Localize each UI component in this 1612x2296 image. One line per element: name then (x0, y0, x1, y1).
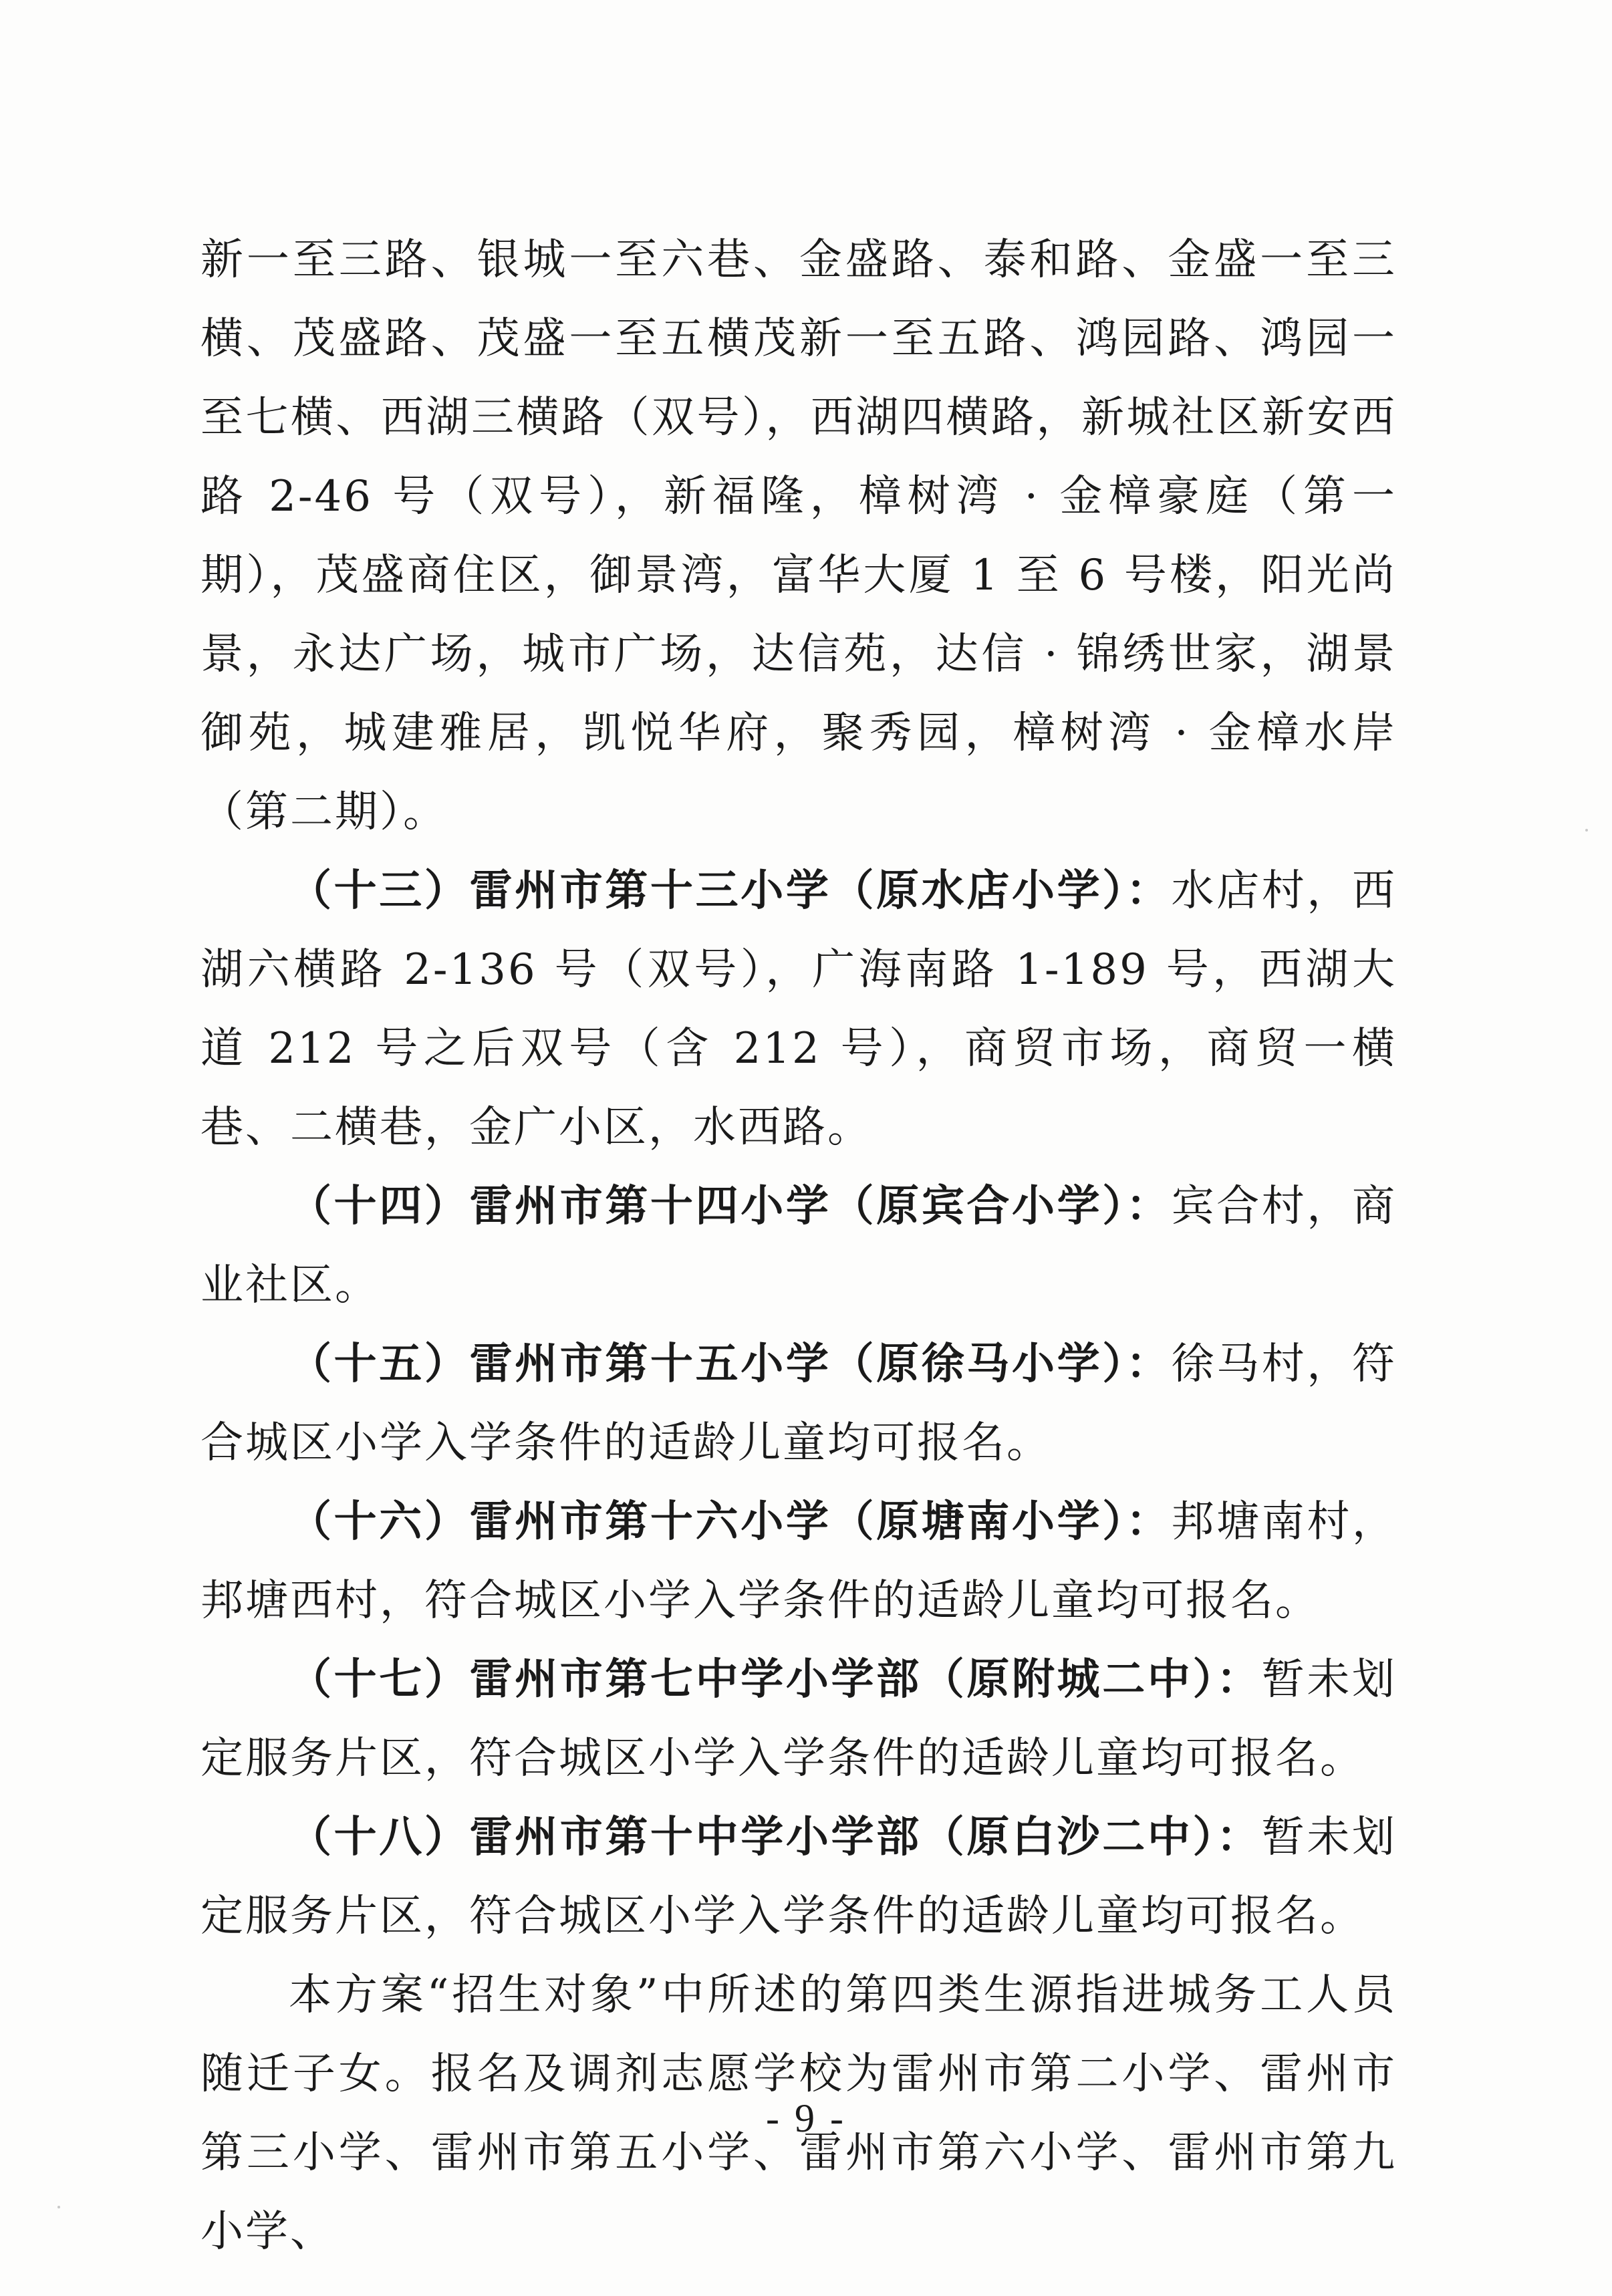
scan-speck (57, 2206, 60, 2208)
paragraph-text: 新一至三路、银城一至六巷、金盛路、泰和路、金盛一至三横、茂盛路、茂盛一至五横茂新一至五路、鸿园路、鸿园一至七横、西湖三横路（双号），西湖四横路，新城社区新安西路 2-46 号（双号），新福隆，樟树湾 · 金樟豪庭（第一期），茂盛商住区，御景湾，富华大厦 1 至 6 号楼，阳光尚景，永达广场，城市广场，达信苑，达信 · 锦绣世家，湖景御苑，城建雅居，凯悦华府，聚秀园，樟树湾 · 金樟水岸（第二期）。 (200, 235, 1397, 837)
paragraph-heading: （十七）雷州市第七中学小学部（原附城二中）： (289, 1654, 1262, 1704)
paragraph-text: 本方案“招生对象”中所述的第四类生源指进城务工人员随迁子女。报名及调剂志愿学校为雷州市第二小学、雷州市第三小学、雷州市第五小学、雷州市第六小学、雷州市第九小学、 (200, 1970, 1397, 2257)
paragraph-school-16 (200, 1483, 1397, 1640)
paragraph-school-14 (200, 1167, 1397, 1325)
paragraph-text: 水店村，西湖六横路 2-136 号（双号），广海南路 1-189 号，西湖大道 212 号之后双号（含 212 号），商贸市场，商贸一横巷、二横巷，金广小区，水西路。 (200, 866, 1397, 1152)
document-body (200, 221, 1397, 2271)
paragraph-text: 暂未划定服务片区，符合城区小学入学条件的适龄儿童均可报名。 (200, 1813, 1397, 1941)
paragraph-continuation (200, 221, 1397, 852)
paragraph-heading: （十四）雷州市第十四小学（原宾合小学）： (289, 1181, 1172, 1231)
paragraph-school-17 (200, 1640, 1397, 1798)
paragraph-school-18 (200, 1798, 1397, 1956)
page-number: - 9 - (766, 2096, 846, 2140)
paragraph-text: 徐马村，符合城区小学入学条件的适龄儿童均可报名。 (200, 1340, 1397, 1468)
paragraph-heading: （十八）雷州市第十中学小学部（原白沙二中）： (289, 1812, 1262, 1862)
paragraph-text: 暂未划定服务片区，符合城区小学入学条件的适龄儿童均可报名。 (200, 1655, 1397, 1783)
paragraph-heading: （十五）雷州市第十五小学（原徐马小学）： (289, 1339, 1172, 1389)
scan-speck (1585, 829, 1588, 832)
paragraph-heading: （十六）雷州市第十六小学（原塘南小学）： (289, 1497, 1172, 1547)
paragraph-text: 邦塘南村，邦塘西村，符合城区小学入学条件的适龄儿童均可报名。 (200, 1497, 1397, 1626)
paragraph-school-13 (200, 852, 1397, 1167)
paragraph-school-15 (200, 1325, 1397, 1483)
paragraph-text: 宾合村，商业社区。 (200, 1182, 1397, 1310)
paragraph-heading: （十三）雷州市第十三小学（原水店小学）： (289, 866, 1172, 916)
